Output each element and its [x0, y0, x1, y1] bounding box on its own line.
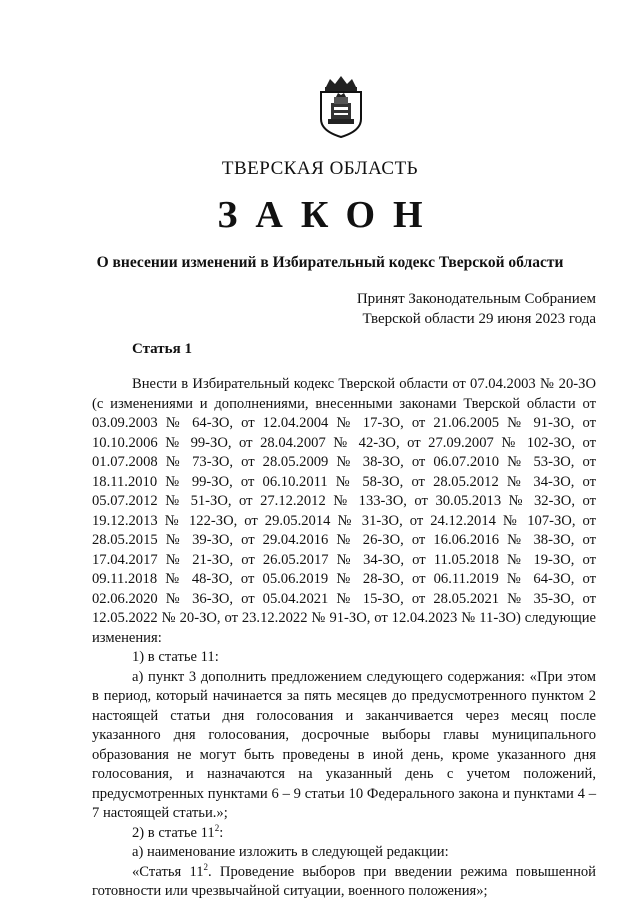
item-1a: а) пункт 3 дополнить предложением следующего содержания: «При этом в период, который начинается за пять месяцев до предусмотренного пунктом 2 настоящей статьи дня голосования и заканчивается через месяц после указанного дня голосования, досрочные выборы главы муниципального образования не могут быть проведены в иной день, кроме указанного дня голосования, и назначаются на указанный день с учетом положений, предусмотренных пунктами 6 – 9 статьи 10 Федерального закона и пунктами 4 – 7 настоящей статьи.»;: [92, 668, 596, 821]
article-intro-paragraph: Внести в Избирательный кодекс Тверской области от 07.04.2003 № 20-ЗО (с изменениями и дополнениями, внесенными законами Тверской области от 03.09.2003 № 64-ЗО, от 12.04.2004 № 17-ЗО, от 21.06.2005 № 91-ЗО, от 10.10.2006 № 99-ЗО, от 28.04.2007 № 42-ЗО, от 27.09.2007 № 102-ЗО, от 01.07.2008 № 73-ЗО, от 28.05.2009 № 38-ЗО, от 06.07.2010 № 53-ЗО, от 18.11.2010 № 99-ЗО, от 06.10.2011 № 58-ЗО, от 28.05.2012 № 34-ЗО, от 05.07.2012 № 51-ЗО, от 27.12.2012 № 133-ЗО, от 30.05.2013 № 32-ЗО, от 19.12.2013 № 122-ЗО, от 29.05.2014 № 31-ЗО, от 24.12.2014 № 107-ЗО, от 28.05.2015 № 39-ЗО, от 29.04.2016 № 26-ЗО, от 16.06.2016 № 38-ЗО, от 17.04.2017 № 21-ЗО, от 26.05.2017 № 34-ЗО, от 11.05.2018 № 19-ЗО, от 09.11.2018 № 48-ЗО, от 05.06.2019 № 28-ЗО, от 06.11.2019 № 64-ЗО, от 02.06.2020 № 36-ЗО, от 05.04.2021 № 15-ЗО, от 28.05.2021 № 35-ЗО, от 12.05.2022 № 20-ЗО, от 23.12.2022 № 91-ЗО, от 12.04.2023 № 11-ЗО) следующие изменения:: [92, 376, 596, 646]
adoption-line-2: Тверской области 29 июня 2023 года: [362, 311, 596, 327]
item-2-text: 2) в статье 11: [132, 824, 215, 841]
item-2a-quote-superscript: 2: [203, 861, 209, 872]
item-2: [92, 824, 596, 844]
article-body: [92, 375, 596, 902]
document-subtitle: О внесении изменений в Избирательный кодекс Тверской области: [96, 254, 564, 271]
region-name: ТВЕРСКАЯ ОБЛАСТЬ: [221, 158, 419, 179]
item-2a-quote-rest: . Проведение выборов при введении режима повышенной готовности или чрезвычайной ситуации, военного положения»;: [92, 863, 596, 899]
article-heading: Статья 1: [132, 341, 192, 357]
coat-of-arms-emblem: [316, 73, 366, 139]
item-2a: а) наименование изложить в следующей редакции:: [132, 844, 449, 860]
adoption-info: [357, 289, 596, 329]
item-2-suffix: :: [219, 824, 224, 841]
item-2a-quote-text: «Статья 11: [132, 863, 204, 880]
document-title: ЗАКОН: [217, 194, 441, 236]
adoption-line-1: Принят Законодательным Собранием: [356, 291, 596, 307]
item-1: 1) в статье 11:: [132, 649, 219, 665]
item-2-superscript: 2: [214, 822, 220, 833]
item-2a-quote: [92, 863, 596, 902]
